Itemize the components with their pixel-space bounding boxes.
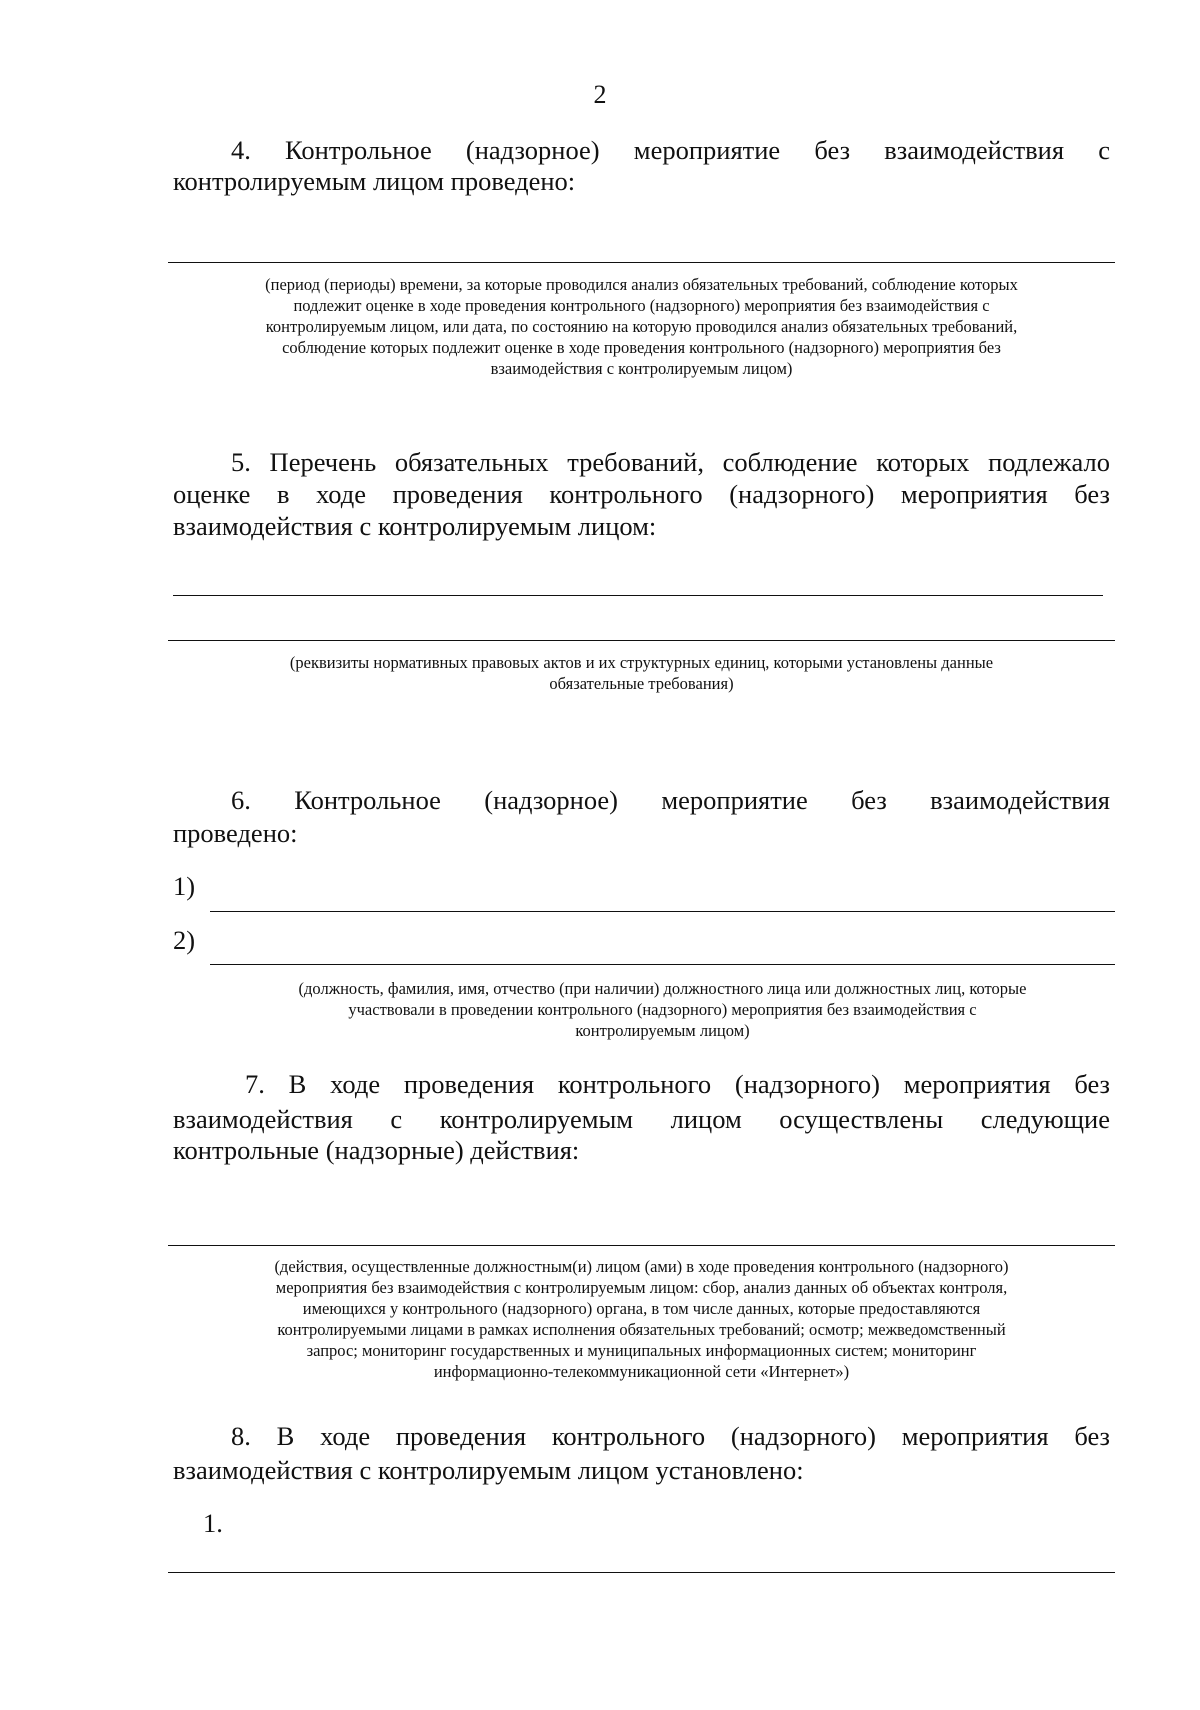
caption-line: (период (периоды) времени, за которые проводился анализ обязательных требований, соблюдение которых bbox=[265, 275, 1018, 294]
caption-line: мероприятия без взаимодействия с контролируемым лицом: сбор, анализ данных об объектах контроля, bbox=[275, 1278, 1008, 1297]
caption-line: обязательные требования) bbox=[549, 674, 734, 693]
caption-line: соблюдение которых подлежит оценке в ходе проведения контрольного (надзорного) мероприятия без bbox=[282, 338, 1001, 357]
item-7-line-2: взаимодействия с контролируемым лицом осуществлены следующие bbox=[173, 1104, 1110, 1134]
caption-line: запрос; мониторинг государственных и муниципальных информационных систем; мониторинг bbox=[306, 1341, 977, 1360]
item-6-caption bbox=[210, 978, 1115, 1041]
item-5-fill-line-2 bbox=[168, 640, 1115, 641]
caption-line: информационно-телекоммуникационной сети «Интернет») bbox=[433, 1362, 850, 1381]
item-7-line-3: контрольные (надзорные) действия: bbox=[173, 1135, 580, 1165]
item-5-line-2: оценке в ходе проведения контрольного (надзорного) мероприятия без bbox=[173, 479, 1110, 509]
item-8-entry-1-line bbox=[168, 1572, 1115, 1573]
item-4-fill-line bbox=[168, 262, 1115, 263]
item-7-line-1: 7. В ходе проведения контрольного (надзорного) мероприятия без bbox=[245, 1069, 1110, 1099]
item-5-line-1: 5. Перечень обязательных требований, соблюдение которых подлежало bbox=[231, 447, 1110, 477]
item-4-line-1: 4. Контрольное (надзорное) мероприятие без взаимодействия с bbox=[231, 135, 1110, 165]
item-5-caption bbox=[168, 652, 1115, 694]
page-number: 2 bbox=[593, 80, 607, 109]
item-5-fill-line-1 bbox=[173, 595, 1103, 596]
item-8-line-1: 8. В ходе проведения контрольного (надзорного) мероприятия без bbox=[231, 1421, 1110, 1451]
caption-line: контролируемыми лицами в рамках исполнения обязательных требований; осмотр; межведомственный bbox=[277, 1320, 1006, 1339]
item-5-line-3: взаимодействия с контролируемым лицом: bbox=[173, 511, 657, 541]
caption-line: контролируемым лицом) bbox=[575, 1021, 750, 1040]
caption-line: (реквизиты нормативных правовых актов и их структурных единиц, которыми установлены данные bbox=[289, 653, 994, 672]
item-8-line-2: взаимодействия с контролируемым лицом установлено: bbox=[173, 1455, 804, 1485]
item-6-line-1: 6. Контрольное (надзорное) мероприятие без взаимодействия bbox=[231, 785, 1110, 815]
item-6-entry-2-line bbox=[210, 964, 1115, 965]
item-6-line-2: проведено: bbox=[173, 818, 298, 848]
caption-line: участвовали в проведении контрольного (надзорного) мероприятия без взаимодействия с bbox=[348, 1000, 977, 1019]
caption-line: (должность, фамилия, имя, отчество (при наличии) должностного лица или должностных лиц, которые bbox=[298, 979, 1027, 998]
item-4-line-2: контролируемым лицом проведено: bbox=[173, 166, 576, 196]
caption-line: взаимодействия с контролируемым лицом) bbox=[490, 359, 793, 378]
item-7-fill-line bbox=[168, 1245, 1115, 1246]
entry-number: 1) bbox=[173, 871, 196, 901]
caption-line: подлежит оценке в ходе проведения контрольного (надзорного) мероприятия без взаимодействия с bbox=[293, 296, 990, 315]
item-7-caption bbox=[168, 1256, 1115, 1382]
entry-number: 1. bbox=[203, 1508, 223, 1538]
caption-line: имеющихся у контрольного (надзорного) органа, в том числе данных, которые предоставляются bbox=[302, 1299, 981, 1318]
item-4-caption bbox=[168, 274, 1115, 379]
entry-number: 2) bbox=[173, 925, 196, 955]
item-6-entry-1-line bbox=[210, 911, 1115, 912]
caption-line: (действия, осуществленные должностным(и) лицом (ами) в ходе проведения контрольного (надзорного) bbox=[274, 1257, 1009, 1276]
caption-line: контролируемым лицом, или дата, по состоянию на которую проводился анализ обязательных требований, bbox=[265, 317, 1018, 336]
